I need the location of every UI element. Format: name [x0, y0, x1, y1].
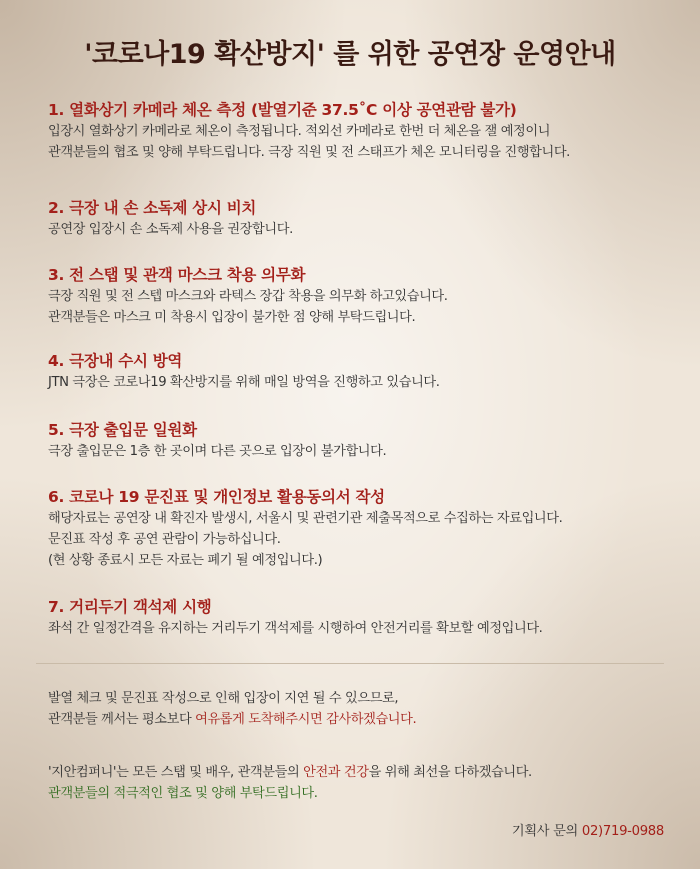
section-disinfection	[48, 351, 668, 393]
arrival-notice	[48, 688, 668, 730]
section-text: 관객분들의 협조 및 양해 부탁드립니다. 극장 직원 및 전 스태프가 체온 모니터링을 진행합니다.	[48, 145, 570, 160]
divider	[36, 663, 664, 664]
section-distancing-seats	[48, 597, 668, 639]
contact-label: 기획사 문의	[511, 824, 582, 839]
section-text: 관객분들은 마스크 미 착용시 입장이 불가한 점 양해 부탁드립니다.	[48, 310, 416, 325]
section-heading: 5. 극장 출입문 일원화	[48, 421, 197, 439]
contact-phone: 02)719-0988	[581, 824, 664, 839]
company-name: '지안컴퍼니'	[48, 765, 117, 780]
section-questionnaire	[48, 487, 668, 571]
section-text: 공연장 입장시 손 소독제 사용을 권장합니다.	[48, 222, 293, 237]
section-heading: 1. 열화상기 카메라 체온 측정 (발열기준 37.5˚C 이상 공연관람 불가)	[48, 101, 517, 119]
section-heading: 7. 거리두기 객석제 시행	[48, 598, 212, 616]
section-text: 문진표 작성 후 공연 관람이 가능하십니다.	[48, 532, 281, 547]
notice-line-cooperation: 관객분들의 적극적인 협조 및 양해 부탁드립니다.	[48, 786, 318, 801]
notice-highlight: 안전과 건강	[303, 765, 369, 780]
notice-line	[48, 762, 668, 783]
section-text: JTN 극장은 코로나19 확산방지를 위해 매일 방역을 진행하고 있습니다.	[48, 375, 440, 390]
section-text: 극장 직원 및 전 스텝 마스크와 라텍스 장갑 착용을 의무화 하고있습니다.	[48, 289, 448, 304]
section-heading: 6. 코로나 19 문진표 및 개인정보 활용동의서 작성	[48, 488, 385, 506]
section-mask-mandatory	[48, 265, 668, 328]
section-heading: 2. 극장 내 손 소독제 상시 비치	[48, 199, 257, 217]
section-heading: 4. 극장내 수시 방역	[48, 352, 183, 370]
section-single-entrance	[48, 420, 668, 462]
contact-info	[512, 820, 664, 839]
notice-text: 관객분들 께서는 평소보다	[48, 712, 196, 727]
notice-line	[48, 709, 668, 730]
notice-line: 발열 체크 및 문진표 작성으로 인해 입장이 지연 될 수 있으므로,	[48, 691, 399, 706]
section-temperature-check	[48, 100, 668, 163]
notice-text: 는 모든 스탭 및 배우, 관객분들의	[116, 765, 304, 780]
notice-text: 을 위해 최선을 다하겠습니다.	[368, 765, 532, 780]
section-heading: 3. 전 스탭 및 관객 마스크 착용 의무화	[48, 266, 306, 284]
section-text: 입장시 열화상기 카메라로 체온이 측정됩니다. 적외선 카메라로 한번 더 체온을 잴 예정이니	[48, 124, 551, 139]
section-hand-sanitizer	[48, 198, 668, 240]
notice-highlight: 여유롭게 도착해주시면 감사하겠습니다.	[195, 712, 417, 727]
section-text: 해당자료는 공연장 내 확진자 발생시, 서울시 및 관련기관 제출목적으로 수집하는 자료입니다.	[48, 511, 563, 526]
company-notice	[48, 762, 668, 804]
section-text: (현 상황 종료시 모든 자료는 폐기 될 예정입니다.)	[48, 553, 323, 568]
section-text: 극장 출입문은 1층 한 곳이며 다른 곳으로 입장이 불가합니다.	[48, 444, 387, 459]
section-text: 좌석 간 일정간격을 유지하는 거리두기 객석제를 시행하여 안전거리를 확보할 예정입니다.	[48, 621, 543, 636]
page-title: '코로나19 확산방지' 를 위한 공연장 운영안내	[84, 39, 616, 70]
